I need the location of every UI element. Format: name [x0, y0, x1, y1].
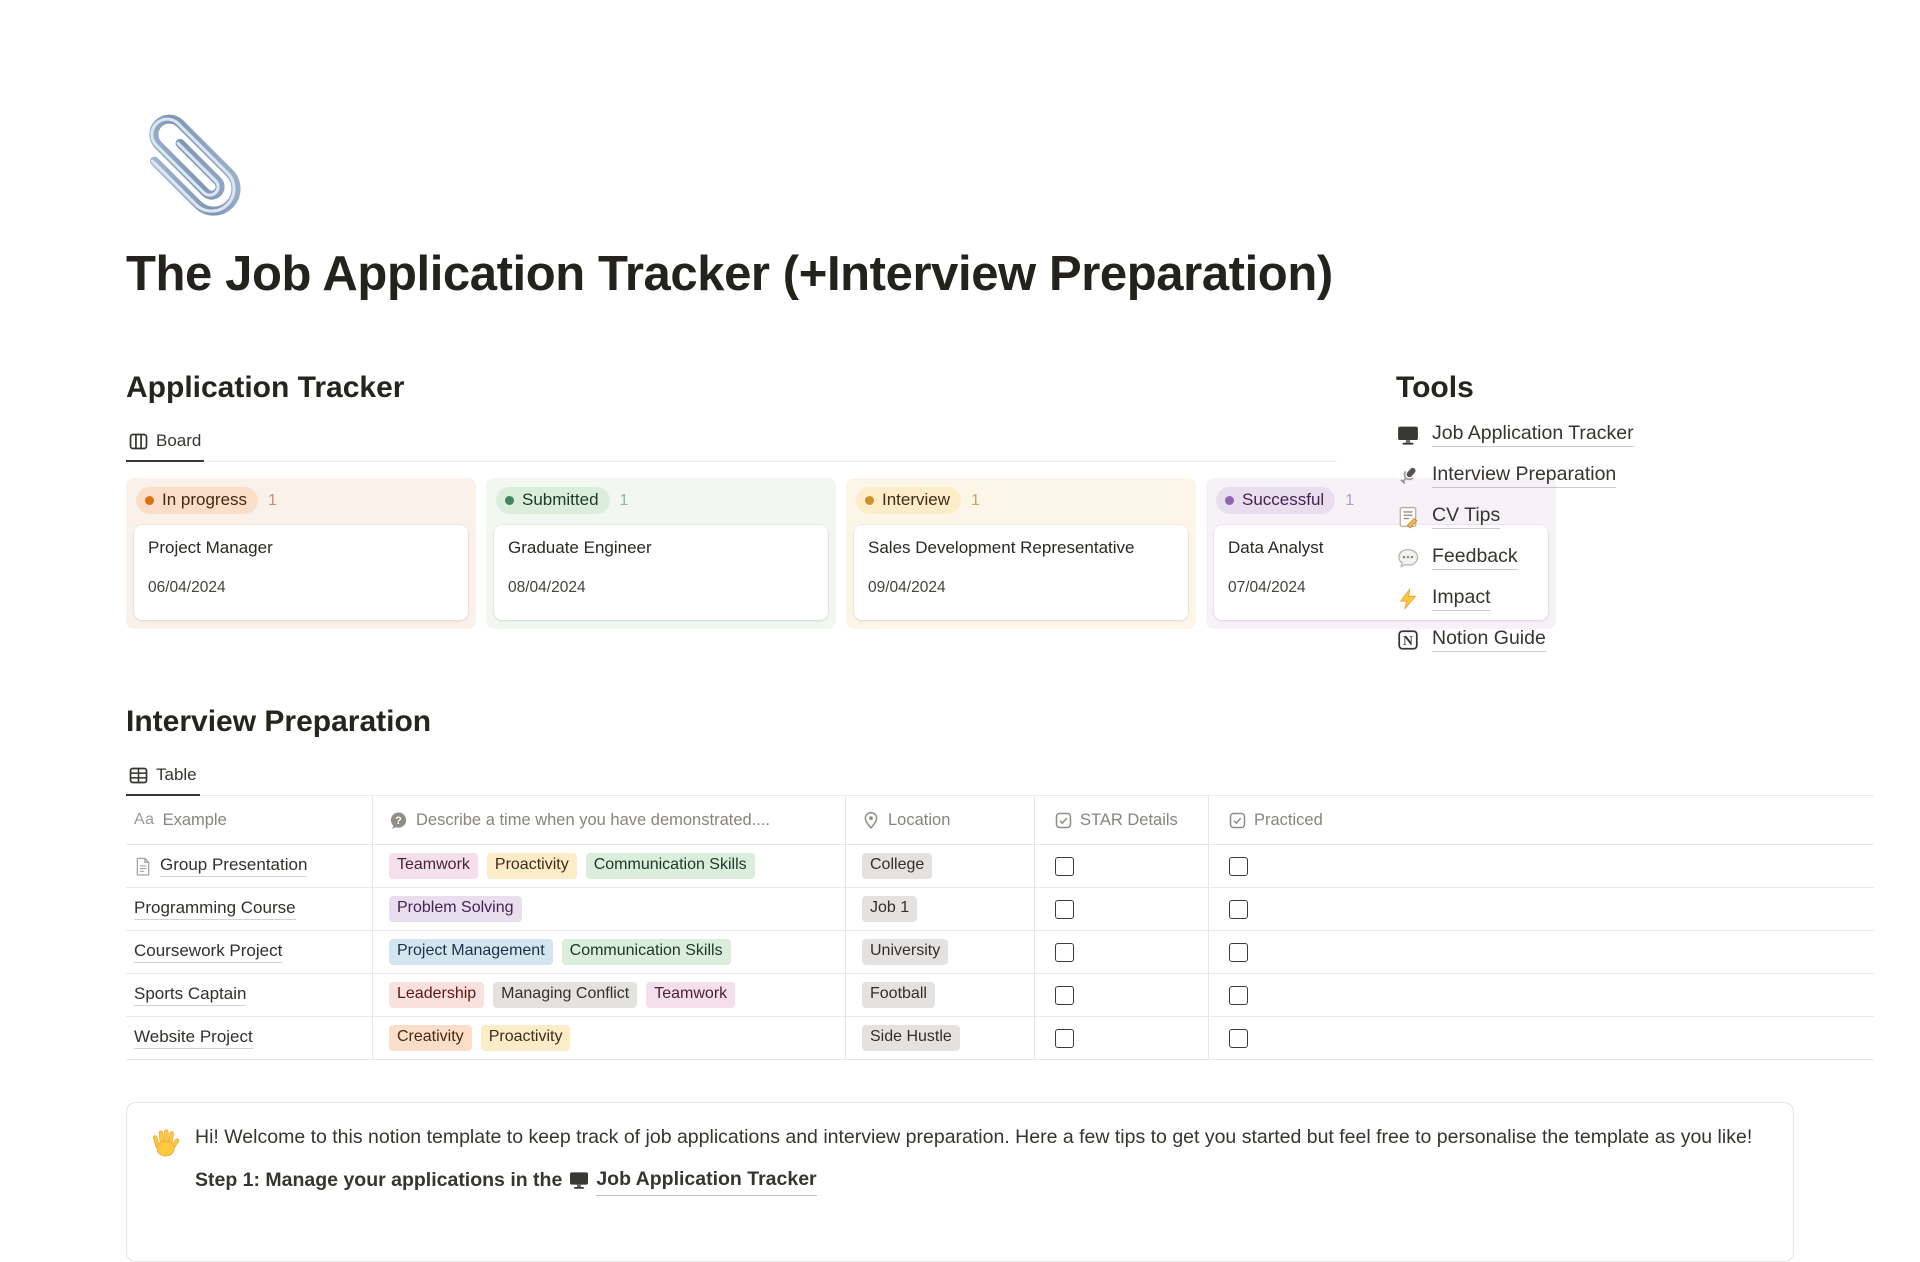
card-title: Project Manager	[148, 538, 273, 557]
card-date: 08/04/2024	[508, 579, 586, 596]
example-page-link[interactable]: Sports Captain	[134, 984, 246, 1006]
status-label: Interview	[882, 490, 951, 509]
practiced-checkbox[interactable]	[1229, 943, 1248, 962]
tool-link-interview-preparation[interactable]: Interview Preparation	[1432, 463, 1616, 488]
tab-board[interactable]	[126, 422, 204, 462]
status-pill-interview[interactable]	[856, 487, 961, 514]
column-header-practiced[interactable]	[1209, 796, 1874, 844]
status-dot	[1225, 496, 1234, 505]
page-icon	[134, 857, 152, 876]
tool-link-job-application-tracker[interactable]: Job Application Tracker	[1432, 422, 1634, 447]
status-pill-successful[interactable]	[1216, 487, 1335, 514]
skill-tag-communication-skills[interactable]: Communication Skills	[586, 853, 755, 878]
skill-tags	[389, 939, 731, 964]
skills-cell[interactable]	[373, 974, 846, 1016]
kanban-board	[126, 478, 1355, 629]
location-cell[interactable]	[846, 974, 1035, 1016]
column-header-label: Practiced	[1254, 810, 1323, 829]
status-label: In progress	[162, 490, 248, 509]
card-date: 06/04/2024	[148, 579, 226, 596]
checkbox-icon	[1055, 812, 1072, 829]
tools-section	[1396, 370, 1806, 660]
example-page-link[interactable]: Website Project	[134, 1027, 253, 1049]
example-page-link[interactable]: Group Presentation	[160, 855, 307, 877]
example-cell[interactable]	[126, 888, 373, 930]
status-label: Submitted	[522, 490, 599, 509]
star-details-checkbox[interactable]	[1055, 857, 1074, 876]
table-row-website-project	[126, 1017, 1874, 1060]
practiced-checkbox[interactable]	[1229, 857, 1248, 876]
status-pill-submitted[interactable]	[496, 487, 610, 514]
page-title: The Job Application Tracker (+Interview Preparation)	[126, 247, 1333, 301]
table-row-sports-captain	[126, 974, 1874, 1017]
practiced-checkbox[interactable]	[1229, 900, 1248, 919]
table-view-icon	[129, 766, 148, 785]
question-icon	[389, 811, 408, 830]
skill-tags	[389, 896, 522, 921]
tab-board-label: Board	[156, 431, 202, 450]
interview-preparation-section	[126, 704, 1874, 1060]
board-column-header	[134, 487, 468, 514]
card-date: 07/04/2024	[1228, 579, 1306, 596]
tool-link-notion-guide[interactable]: Notion Guide	[1432, 627, 1546, 652]
star-details-checkbox[interactable]	[1055, 1029, 1074, 1048]
tool-item-feedback	[1396, 537, 1806, 578]
board-card-sales-development-representative[interactable]	[854, 525, 1188, 620]
svg-text:?: ?	[395, 814, 402, 827]
card-count: 1	[971, 491, 980, 509]
tool-link-impact[interactable]: Impact	[1432, 586, 1491, 611]
location-cell[interactable]	[846, 1017, 1035, 1059]
microphone-icon	[1396, 465, 1420, 487]
example-cell[interactable]	[126, 974, 373, 1016]
skill-tag-communication-skills[interactable]: Communication Skills	[562, 939, 731, 964]
star-details-cell	[1035, 974, 1209, 1016]
table-tab-strip	[126, 756, 1874, 796]
practiced-cell	[1209, 888, 1874, 930]
skills-cell[interactable]	[373, 931, 846, 973]
table-row-group-presentation	[126, 845, 1874, 888]
interview-table	[126, 796, 1874, 1060]
skill-tag-teamwork[interactable]: Teamwork	[646, 982, 735, 1007]
application-tracker-heading: Application Tracker	[126, 371, 405, 404]
example-page-link[interactable]: Programming Course	[134, 898, 296, 920]
status-dot	[865, 496, 874, 505]
text-icon: Aa	[134, 811, 155, 828]
skills-cell[interactable]	[373, 888, 846, 930]
star-details-checkbox[interactable]	[1055, 900, 1074, 919]
example-cell[interactable]	[126, 931, 373, 973]
column-header-label: Describe a time when you have demonstrated....	[416, 810, 771, 829]
tool-link-cv-tips[interactable]: CV Tips	[1432, 504, 1500, 529]
skills-cell[interactable]	[373, 845, 846, 887]
board-tab-strip	[126, 422, 1337, 462]
callout-body	[195, 1122, 1755, 1261]
column-header-label: Example	[162, 810, 227, 829]
skill-tag-proactivity[interactable]: Proactivity	[487, 853, 577, 878]
star-details-checkbox[interactable]	[1055, 943, 1074, 962]
location-tag-college[interactable]: College	[862, 853, 932, 878]
status-dot	[145, 496, 154, 505]
page-icon-paperclip[interactable]	[128, 104, 248, 238]
board-card-project-manager[interactable]	[134, 525, 468, 620]
status-dot	[505, 496, 514, 505]
table-row-coursework-project	[126, 931, 1874, 974]
column-header-describe-a-time-when-you-have-demonstrated[interactable]	[373, 796, 846, 844]
tools-heading: Tools	[1396, 371, 1474, 404]
card-count: 1	[1345, 491, 1355, 509]
application-tracker-section	[126, 370, 1355, 629]
tool-item-notion-guide	[1396, 619, 1806, 660]
star-details-cell	[1035, 1017, 1209, 1059]
card-count: 1	[268, 491, 277, 509]
practiced-cell	[1209, 845, 1874, 887]
table-row-programming-course	[126, 888, 1874, 931]
callout-step1	[195, 1164, 1755, 1196]
tool-link-feedback[interactable]: Feedback	[1432, 545, 1518, 570]
star-details-cell	[1035, 888, 1209, 930]
welcome-callout	[126, 1102, 1794, 1262]
location-tag-job-1[interactable]: Job 1	[862, 896, 917, 921]
practiced-cell	[1209, 974, 1874, 1016]
tool-item-cv-tips	[1396, 496, 1806, 537]
board-column-submitted	[486, 478, 836, 629]
practiced-cell	[1209, 931, 1874, 973]
skills-cell[interactable]	[373, 1017, 846, 1059]
desktop-icon	[569, 1170, 589, 1190]
location-tag-football[interactable]: Football	[862, 982, 935, 1007]
skill-tag-managing-conflict[interactable]: Managing Conflict	[493, 982, 637, 1007]
skill-tags	[389, 853, 755, 878]
table-header-row	[126, 796, 1874, 845]
skill-tag-leadership[interactable]: Leadership	[389, 982, 484, 1007]
board-card-graduate-engineer[interactable]	[494, 525, 828, 620]
star-details-cell	[1035, 931, 1209, 973]
location-cell[interactable]	[846, 888, 1035, 930]
tab-table[interactable]	[126, 756, 200, 796]
location-cell[interactable]	[846, 845, 1035, 887]
notion-icon	[1396, 629, 1420, 651]
skill-tag-teamwork[interactable]: Teamwork	[389, 853, 478, 878]
column-header-label: STAR Details	[1080, 810, 1178, 829]
skill-tag-proactivity[interactable]: Proactivity	[481, 1025, 571, 1050]
card-title: Graduate Engineer	[508, 538, 652, 557]
tool-item-job-application-tracker	[1396, 414, 1806, 455]
skill-tags	[389, 1025, 570, 1050]
pin-icon	[862, 811, 880, 829]
checkbox-icon	[1229, 812, 1246, 829]
tab-table-label: Table	[156, 765, 197, 784]
practiced-checkbox[interactable]	[1229, 1029, 1248, 1048]
board-column-header	[494, 487, 828, 514]
skill-tag-creativity[interactable]: Creativity	[389, 1025, 472, 1050]
board-column-in-progress	[126, 478, 476, 629]
card-title: Sales Development Representative	[868, 538, 1135, 557]
location-tag-university[interactable]: University	[862, 939, 948, 964]
location-cell[interactable]	[846, 931, 1035, 973]
board-view-icon	[129, 432, 148, 451]
star-details-cell	[1035, 845, 1209, 887]
svg-text:N: N	[1403, 632, 1413, 648]
tool-item-interview-preparation	[1396, 455, 1806, 496]
practiced-cell	[1209, 1017, 1874, 1059]
speech-balloon-icon	[1396, 547, 1420, 569]
memo-icon	[1396, 506, 1420, 528]
star-details-checkbox[interactable]	[1055, 986, 1074, 1005]
desktop-icon	[1396, 424, 1420, 446]
column-header-location[interactable]	[846, 796, 1035, 844]
tool-item-impact	[1396, 578, 1806, 619]
column-header-example[interactable]	[126, 796, 373, 844]
example-cell[interactable]	[126, 1017, 373, 1059]
callout-text: Hi! Welcome to this notion template to keep track of job applications and interview preparation. Here a few tips to get you started but feel free to personalise the template as you like!	[195, 1126, 1753, 1148]
status-label: Successful	[1242, 490, 1325, 509]
board-column-header	[854, 487, 1188, 514]
waving-hand-icon	[151, 1127, 181, 1261]
callout-step1-text: Step 1: Manage your applications in the	[195, 1168, 563, 1191]
skill-tags	[389, 982, 735, 1007]
column-header-star-details[interactable]	[1035, 796, 1209, 844]
example-page-link[interactable]: Coursework Project	[134, 941, 282, 963]
lightning-icon	[1396, 588, 1420, 610]
column-header-label: Location	[888, 810, 951, 829]
example-cell[interactable]	[126, 845, 373, 887]
card-title: Data Analyst	[1228, 538, 1324, 557]
card-count: 1	[619, 491, 629, 509]
location-tag-side-hustle[interactable]: Side Hustle	[862, 1025, 960, 1050]
practiced-checkbox[interactable]	[1229, 986, 1248, 1005]
interview-preparation-heading: Interview Preparation	[126, 705, 432, 738]
status-pill-in-progress[interactable]	[136, 487, 258, 514]
card-date: 09/04/2024	[868, 579, 946, 596]
board-column-interview	[846, 478, 1196, 629]
skill-tag-project-management[interactable]: Project Management	[389, 939, 553, 964]
skill-tag-problem-solving[interactable]: Problem Solving	[389, 896, 522, 921]
step1-link[interactable]: Job Application Tracker	[596, 1164, 816, 1196]
